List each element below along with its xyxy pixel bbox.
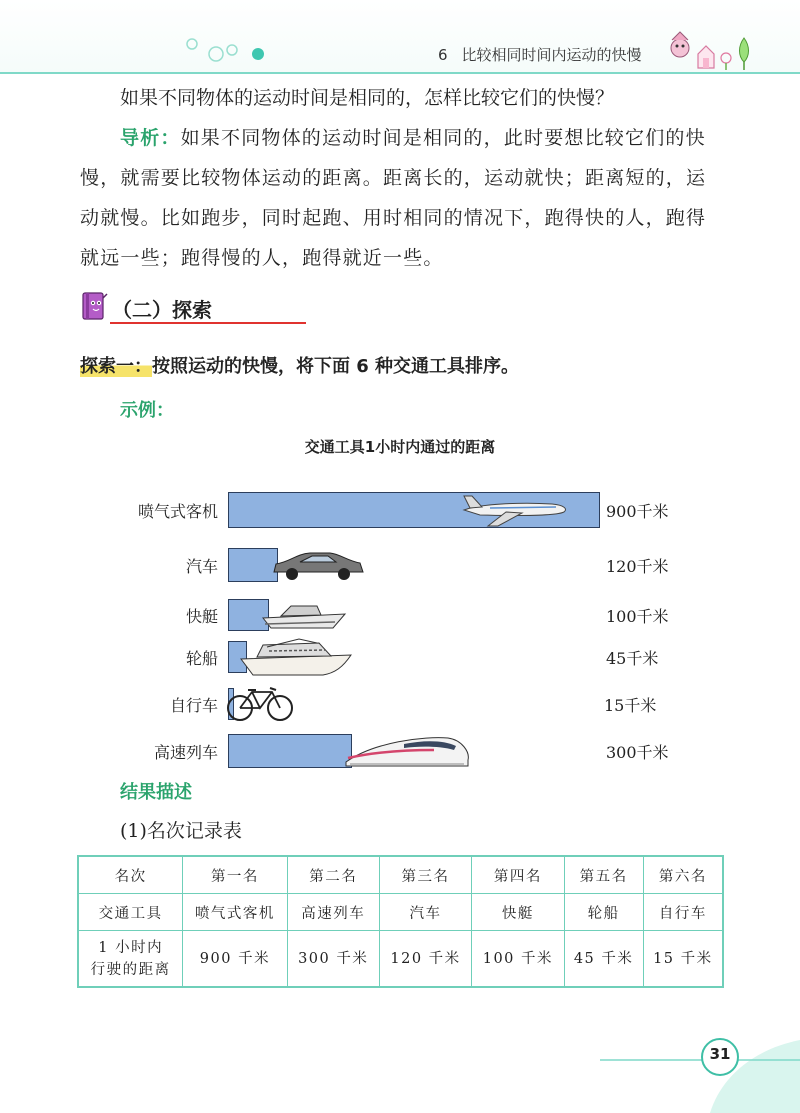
explore-label: 探索一： — [80, 356, 152, 377]
analysis-label: 导析： — [120, 127, 181, 149]
table-row-vehicles — [78, 894, 723, 931]
table-row-header — [78, 856, 723, 894]
car-icon — [270, 548, 366, 586]
running-header — [438, 44, 642, 65]
chart-category-label: 汽车 — [185, 557, 218, 576]
table-cell: 120 千米 — [379, 931, 471, 988]
analysis-text: 如果不同物体的运动时间是相同的，此时要想比较它们的快慢，就需要比较物体运动的距离。距离长的，运动就快；距离短的，运动就慢。比如跑步，同时起跑、用时相同的情况下，跑得快的人，跑得就远一些；跑得慢的人，跑得就近一些。 — [80, 127, 707, 269]
table-cell: 300 千米 — [287, 931, 379, 988]
section-underline — [110, 322, 306, 324]
chart-value-label: 15千米 — [604, 696, 657, 715]
table-cell: 喷气式客机 — [183, 894, 287, 931]
section-title: （二）探索 — [112, 298, 212, 322]
table-cell: 汽车 — [379, 894, 471, 931]
table-cell: 第五名 — [564, 856, 643, 894]
high-speed-train-icon — [344, 732, 472, 774]
chart-value-label: 45千米 — [606, 649, 659, 668]
table-cell: 第四名 — [472, 856, 564, 894]
table-cell: 自行车 — [643, 894, 723, 931]
table-row-distances — [78, 931, 723, 988]
chart-category-label: 喷气式客机 — [137, 502, 218, 521]
explore-text: 按照运动的快慢，将下面 6 种交通工具排序。 — [152, 356, 520, 377]
analysis-paragraph — [80, 118, 720, 278]
page-number: 31 — [709, 1045, 731, 1063]
distance-label-line1: 1 小时内 — [98, 939, 164, 956]
table-cell: 15 千米 — [643, 931, 723, 988]
chapter-number: 6 — [438, 46, 448, 64]
example-label: 示例： — [120, 400, 174, 421]
table-cell: 100 千米 — [472, 931, 564, 988]
question-text: 如果不同物体的运动时间是相同的，怎样比较它们的快慢？ — [120, 87, 615, 109]
table-cell: 第六名 — [643, 856, 723, 894]
chart-category-label: 快艇 — [185, 607, 218, 626]
explore-task — [80, 352, 519, 378]
table-cell: 名次 — [78, 856, 183, 894]
table-cell: 900 千米 — [183, 931, 287, 988]
bicycle-icon — [226, 686, 294, 726]
chart-value-label: 900千米 — [606, 502, 669, 521]
table-cell: 第一名 — [183, 856, 287, 894]
table-cell: 轮船 — [564, 894, 643, 931]
chapter-title: 比较相同时间内运动的快慢 — [461, 46, 642, 64]
result-label: 结果描述 — [120, 782, 192, 803]
chart-value-label: 120千米 — [606, 557, 669, 576]
distance-label-line2: 行驶的距离 — [90, 961, 171, 978]
chart-value-label: 100千米 — [606, 607, 669, 626]
header-circles-decoration — [180, 36, 270, 66]
page-corner-decoration — [600, 1010, 800, 1113]
chart-category-label: 自行车 — [169, 696, 218, 715]
chart-category-label: 高速列车 — [153, 743, 218, 762]
table-cell: 高速列车 — [287, 894, 379, 931]
rank-table-title: (1)名次记录表 — [120, 820, 242, 842]
chart-title: 交通工具1小时内通过的距离 — [304, 438, 496, 456]
chart-category-label: 轮船 — [185, 649, 218, 668]
table-cell: 快艇 — [472, 894, 564, 931]
table-cell: 第二名 — [287, 856, 379, 894]
speedboat-icon — [261, 600, 347, 634]
table-cell: 交通工具 — [78, 894, 183, 931]
table-cell: 第三名 — [379, 856, 471, 894]
chart-bar — [228, 734, 352, 768]
book-mascot-icon — [80, 290, 108, 322]
ship-icon — [239, 637, 355, 681]
table-cell — [78, 931, 183, 988]
header-doodle-decoration — [668, 28, 758, 72]
airplane-icon — [460, 490, 570, 534]
chart-value-label: 300千米 — [606, 743, 669, 762]
rank-table — [77, 855, 724, 988]
header-rule — [0, 72, 800, 74]
table-cell: 45 千米 — [564, 931, 643, 988]
